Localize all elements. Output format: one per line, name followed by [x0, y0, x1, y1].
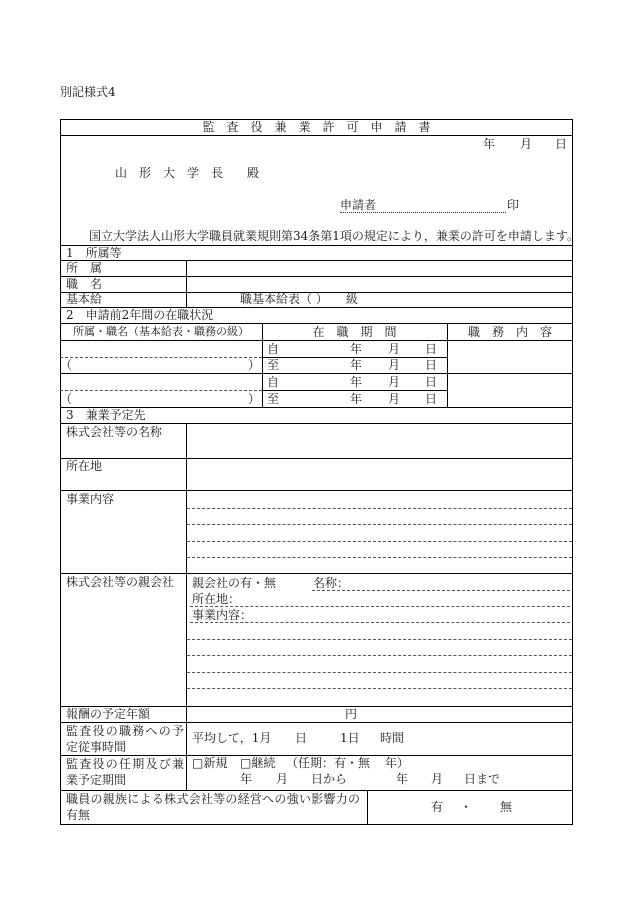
- day-label: 日: [425, 392, 438, 406]
- end-month-label: 月: [431, 772, 444, 786]
- writing-line: [187, 688, 572, 689]
- row-divider: [60, 276, 573, 277]
- company-name-label: 株式会社等の名称: [66, 425, 163, 439]
- date-month-label: 月: [520, 137, 533, 151]
- open-paren: （: [60, 358, 73, 372]
- affiliation-label: 所 属: [66, 261, 103, 275]
- open-paren: （: [60, 392, 73, 406]
- end-day-label: 日まで: [464, 772, 501, 786]
- row-divider: [60, 260, 573, 261]
- writing-line: [187, 524, 572, 525]
- parent-business-label: 事業内容：: [192, 608, 253, 622]
- row-divider: [60, 340, 573, 341]
- writing-line: [187, 557, 572, 558]
- continue-checkbox: □継続: [240, 756, 276, 770]
- influence-yes: 有: [431, 800, 444, 814]
- period-from-label: 自: [267, 342, 280, 356]
- new-checkbox: □新規: [192, 756, 228, 770]
- column-header-period: 在 職 期 間: [312, 325, 397, 339]
- company-address-label: 所在地: [66, 459, 103, 473]
- row-divider: [60, 490, 573, 491]
- day-label: 日: [425, 358, 438, 372]
- period-to-label: 至: [267, 392, 280, 406]
- hours-day-unit: 日: [295, 731, 308, 745]
- hours-unit: 時間: [380, 731, 405, 745]
- date-day-label: 日: [555, 137, 568, 151]
- start-month-label: 月: [276, 772, 289, 786]
- working-hours-label: 監査役の職務への予定従事時間: [66, 724, 184, 754]
- column-divider: [186, 423, 187, 790]
- month-label: 月: [388, 342, 401, 356]
- influence-no: 無: [500, 800, 513, 814]
- hours-per-day: 1日: [340, 731, 360, 745]
- dashed-divider: [60, 357, 262, 358]
- parent-name-label: 名称：: [313, 576, 350, 590]
- day-label: 日: [425, 375, 438, 389]
- influence-separator: ・: [460, 800, 473, 814]
- month-label: 月: [388, 358, 401, 372]
- section-heading: 3 兼業予定先: [66, 408, 146, 422]
- column-divider: [367, 790, 368, 824]
- applicant-label: 申請者: [340, 198, 377, 212]
- form-number: 別記様式4: [60, 85, 116, 99]
- day-label: 日: [425, 342, 438, 356]
- period-from-label: 自: [267, 375, 280, 389]
- year-label: 年: [350, 358, 363, 372]
- row-divider: [60, 135, 573, 136]
- start-year-label: 年: [240, 772, 253, 786]
- section-heading: 2 申請前2年間の在職状況: [66, 308, 214, 322]
- row-divider: [60, 245, 573, 246]
- writing-line: [187, 655, 572, 656]
- parent-company-label: 株式会社等の親会社: [66, 575, 175, 589]
- year-label: 年: [350, 342, 363, 356]
- writing-line: [312, 590, 570, 591]
- writing-line: [187, 508, 572, 509]
- close-paren: ）: [248, 392, 261, 406]
- compensation-label: 報酬の予定年額: [66, 707, 151, 721]
- column-header-duties: 職 務 内 容: [467, 325, 552, 339]
- yen-unit: 円: [345, 707, 358, 721]
- row-divider: [60, 373, 573, 374]
- writing-line: [187, 541, 572, 542]
- term-exists-choice: （任期：有・無: [286, 756, 371, 770]
- hours-prefix: 平均して，1月: [192, 731, 272, 745]
- date-year-label: 年: [483, 137, 496, 151]
- family-influence-label: 職員の親族による株式会社等の経営への強い影響力の有無: [66, 792, 360, 822]
- period-to-label: 至: [267, 358, 280, 372]
- year-label: 年: [350, 375, 363, 389]
- parent-address-label: 所在地：: [192, 592, 241, 606]
- writing-line: [187, 672, 572, 673]
- month-label: 月: [388, 375, 401, 389]
- writing-line: [187, 639, 572, 640]
- column-header-affiliation: 所属・職名（基本給表・職務の級）: [73, 325, 249, 338]
- form-title: 監 査 役 兼 業 許 可 申 請 書: [202, 120, 431, 134]
- request-statement: 国立大学法人山形大学職員就業規則第34条第1項の規定により，兼業の許可を申請します。: [89, 229, 579, 243]
- salary-label: 基本給: [66, 292, 103, 306]
- month-label: 月: [388, 392, 401, 406]
- salary-schedule: 職基本給表（ ） 級: [240, 292, 358, 306]
- addressee: 山 形 大 学 長 殿: [115, 166, 260, 180]
- term-label: 監査役の任期及び兼業予定期間: [66, 757, 184, 787]
- business-content-label: 事業内容: [66, 492, 115, 506]
- year-label: 年: [350, 392, 363, 406]
- start-day-label: 日から: [311, 772, 348, 786]
- end-year-label: 年: [396, 772, 409, 786]
- column-divider: [186, 260, 187, 307]
- parent-exists-choice: 親会社の有・無: [192, 576, 277, 590]
- dashed-divider: [60, 390, 262, 391]
- seal-mark: 印: [507, 198, 520, 212]
- position-label: 職 名: [66, 277, 103, 291]
- section-heading: 1 所属等: [66, 246, 122, 260]
- term-years: 年）: [385, 756, 410, 770]
- close-paren: ）: [248, 358, 261, 372]
- row-divider: [60, 458, 573, 459]
